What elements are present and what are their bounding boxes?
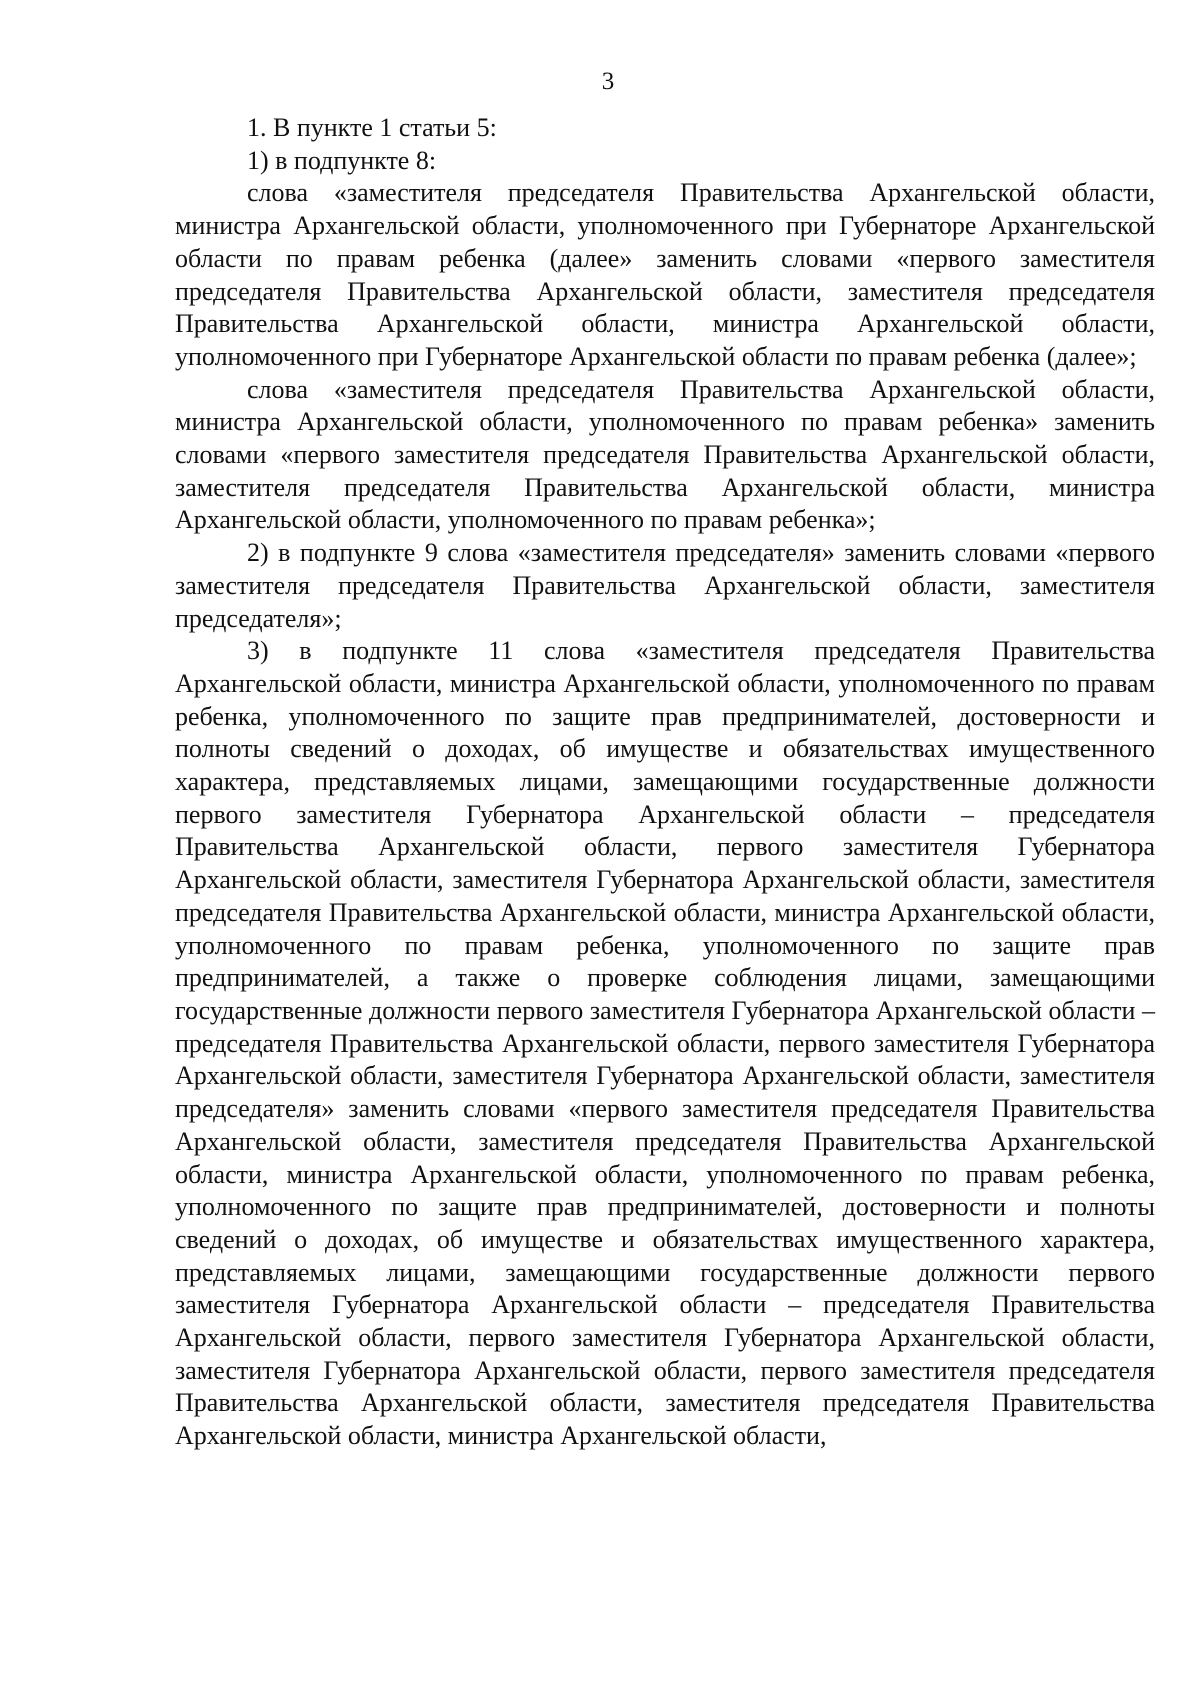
- paragraph-subitem-1: 1) в подпункте 8:: [247, 145, 437, 175]
- page-number: 3: [601, 68, 615, 95]
- paragraph-replacement-2: слова «заместителя председателя Правительства Архангельской области, министра Архангельской области, уполномоченного по правам ребенка» заменить словами «первого заместителя председателя Правительства Архангельской области, заместителя председателя Правительства Архангельской области, министра Архангельской области, уполномоченного по правам ребенка»;: [175, 374, 1155, 535]
- paragraph-section-heading: 1. В пункте 1 статьи 5:: [247, 113, 497, 142]
- paragraph-replacement-1: слова «заместителя председателя Правительства Архангельской области, министра Архангельской области, уполномоченного при Губернаторе Архангельской области по правам ребенка (далее» заменить словами «первого заместителя председателя Правительства Архангельской области, заместителя председателя Правительства Архангельской области, министра Архангельской области, уполномоченного при Губернаторе Архангельской области по правам ребенка (далее»;: [175, 178, 1155, 371]
- document-body: [175, 112, 1155, 1453]
- paragraph-subitem-3: 3) в подпункте 11 слова «заместителя председателя Правительства Архангельской области, министра Архангельской области, уполномоченного по правам ребенка, уполномоченного по защите прав предпринимателей, достоверности и полноты сведений о доходах, об имуществе и обязательствах имущественного характера, представляемых лицами, замещающими государственные должности первого заместителя Губернатора Архангельской области – председателя Правительства Архангельской области, первого заместителя Губернатора Архангельской области, заместителя Губернатора Архангельской области, заместителя председателя Правительства Архангельской области, министра Архангельской области, уполномоченного по правам ребенка, уполномоченного по защите прав предпринимателей, а также о проверке соблюдения лицами, замещающими государственные должности первого заместителя Губернатора Архангельской области – председателя Правительства Архангельской области, первого заместителя Губернатора Архангельской области, заместителя Губернатора Архангельской области, заместителя председателя» заменить словами «первого заместителя председателя Правительства Архангельской области, заместителя председателя Правительства Архангельской области, министра Архангельской области, уполномоченного по правам ребенка, уполномоченного по защите прав предпринимателей, достоверности и полноты сведений о доходах, об имуществе и обязательствах имущественного характера, представляемых лицами, замещающими государственные должности первого заместителя Губернатора Архангельской области – председателя Правительства Архангельской области, первого заместителя Губернатора Архангельской области, заместителя Губернатора Архангельской области, первого заместителя председателя Правительства Архангельской области, заместителя председателя Правительства Архангельской области, министра Архангельской области,: [175, 636, 1155, 1451]
- paragraph-subitem-2: 2) в подпункте 9 слова «заместителя председателя» заменить словами «первого заместителя председателя Правительства Архангельской области, заместителя председателя»;: [175, 538, 1155, 633]
